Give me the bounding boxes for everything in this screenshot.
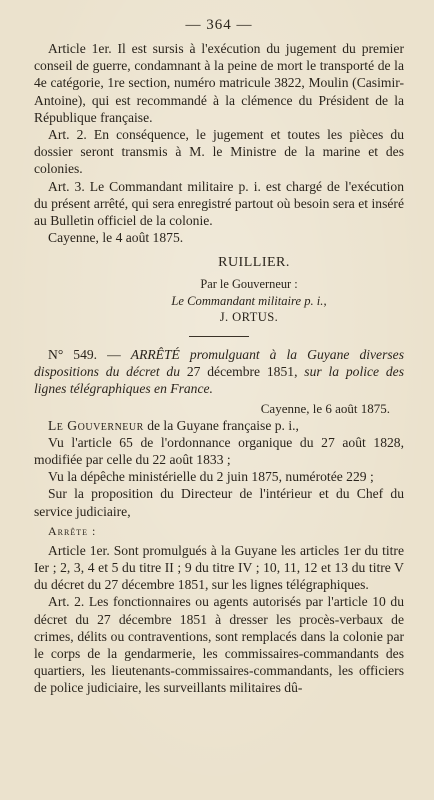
signature-by-line: Par le Gouverneur : [200,277,298,292]
arrete-label: Arrête : [48,523,97,538]
countersign-name: J. ORTUS. [219,310,279,325]
visa-1: Vu l'article 65 de l'ordonnance organique du 27 août 1828, modifiée par celle du 22 août 1833 ; [34,434,404,467]
governor-title: Le Gouverneur [48,417,144,433]
arrete-number: N° 549. — [48,346,121,362]
governor-rest: de la Guyane française p. i., [147,417,299,433]
arrete-title-date: 27 décembre 1851, [186,364,298,380]
visa-3: Sur la proposition du Directeur de l'intérieur et du Chef du service judiciaire, [34,486,404,519]
article-bottom-1: Article 1er. Sont promulgués à la Guyane les articles 1er du titre Ier ; 2, 3, 4 et 5 du titre II ; 9 du titre IV ; 10, 11, 12 et 13 du titre V du décret du 27 décembre 1851, sur les lignes télégraphiques. [34,542,404,593]
article-bottom-2: Art. 2. Les fonctionnaires ou agents autorisés par l'article 10 du décret du 27 décembre 1851 à dresser les procès-verbaux de crimes, délits ou contraventions, sont remplacés dans la colonie par le corps de la gendarmerie, les commissaires-commandants des quartiers, les lieutenants-commissaires-commandants, les officiers de police judiciaire, les surveillants militaires dû- [34,594,404,696]
date-place-1: Cayenne, le 4 août 1875. [48,230,184,246]
arrete-caps-word: ARRÊTÉ [130,346,180,362]
page-number: — 364 — [185,17,253,33]
article-2-paragraph: Art. 2. En conséquence, le jugement et toutes les pièces du dossier seront transmis à M. le Ministre de la marine et des colonies. [34,127,404,177]
section-divider [189,336,249,337]
arrete-title-part-2: sur la police des lignes télégraphiques en France. [34,364,404,397]
date-place-2: Cayenne, le 6 août 1875. [260,400,390,416]
article-3-paragraph: Art. 3. Le Commandant militaire p. i. est chargé de l'exécution du présent arrêté, qui sera enregistré partout où besoin sera et inséré au Bulletin officiel de la colonie. [34,178,404,229]
arrete-title-part-1: promulguant à la Guyane diverses dispositions du décret du [34,346,404,380]
signature-role: Le Commandant militaire p. i., [171,293,327,308]
signatory-name: RUILLIER. [218,255,290,271]
governor-line [34,417,404,434]
visa-2: Vu la dépêche ministérielle du 2 juin 1875, numérotée 229 ; [48,469,374,485]
arrete-title [34,346,404,398]
signature-block [34,250,404,326]
article-1-paragraph: Article 1er. Il est sursis à l'exécution du jugement du premier conseil de guerre, condamnant à la peine de mort le transporté de la 4e catégorie, 1re section, numéro matricule 3822, Moulin (Casimir-Antoine), qui est recommandé à la clémence du Président de la République française. [34,41,404,125]
